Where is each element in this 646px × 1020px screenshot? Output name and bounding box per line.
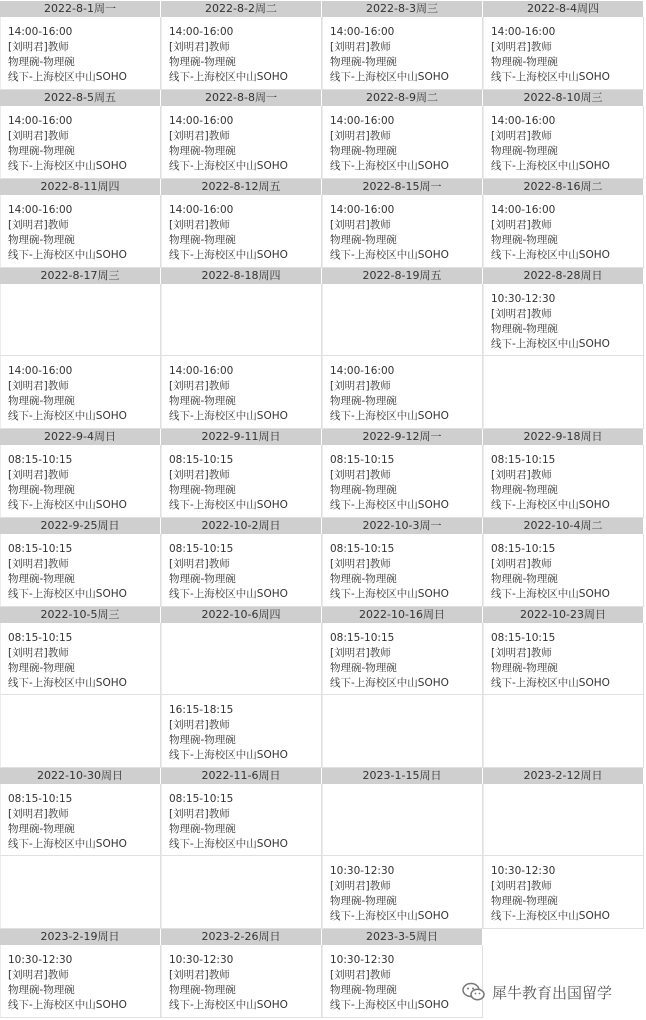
session-location: 线下-上海校区中山SOHO xyxy=(169,999,288,1011)
schedule-cell xyxy=(0,195,161,268)
schedule-cell xyxy=(161,195,322,268)
session-location: 线下-上海校区中山SOHO xyxy=(330,677,449,689)
session-entry xyxy=(330,25,449,85)
schedule-cell xyxy=(483,784,644,856)
date-header: 2022-8-19周五 xyxy=(322,268,482,284)
session-teacher: [刘明君]教师 xyxy=(8,41,69,53)
date-header: 2022-8-18周四 xyxy=(161,268,321,284)
schedule-cell xyxy=(0,284,161,356)
session-teacher: [刘明君]教师 xyxy=(8,219,69,231)
session-time: 08:15-10:15 xyxy=(491,454,556,466)
schedule-cell xyxy=(322,695,483,768)
session-course: 物理碗-物理碗 xyxy=(330,662,397,674)
date-header: 2022-10-3周一 xyxy=(322,518,482,534)
session-entry xyxy=(330,542,449,602)
schedule-cell xyxy=(0,445,161,518)
session-teacher: [刘明君]教师 xyxy=(8,130,69,142)
schedule-cell xyxy=(483,445,644,518)
session-location: 线下-上海校区中山SOHO xyxy=(169,499,288,511)
schedule-cell xyxy=(483,17,644,90)
session-entry xyxy=(8,114,127,174)
date-header: 2022-8-16周二 xyxy=(483,179,643,195)
schedule-cell xyxy=(161,356,322,429)
session-time: 14:00-16:00 xyxy=(330,204,395,216)
session-location: 线下-上海校区中山SOHO xyxy=(8,677,127,689)
session-course: 物理碗-物理碗 xyxy=(169,573,236,585)
date-header: 2022-8-11周四 xyxy=(0,179,160,195)
session-course: 物理碗-物理碗 xyxy=(8,823,75,835)
session-entry xyxy=(330,631,449,691)
session-location: 线下-上海校区中山SOHO xyxy=(169,588,288,600)
session-course: 物理碗-物理碗 xyxy=(330,56,397,68)
date-header: 2022-8-12周五 xyxy=(161,179,321,195)
session-time: 08:15-10:15 xyxy=(169,793,234,805)
schedule-cell xyxy=(161,534,322,607)
schedule-cell xyxy=(483,195,644,268)
session-entry xyxy=(169,542,288,602)
session-course: 物理碗-物理碗 xyxy=(8,984,75,996)
session-entry xyxy=(169,953,288,1013)
session-teacher: [刘明君]教师 xyxy=(169,808,230,820)
session-location: 线下-上海校区中山SOHO xyxy=(491,249,610,261)
session-teacher: [刘明君]教师 xyxy=(8,808,69,820)
session-teacher: [刘明君]教师 xyxy=(8,380,69,392)
session-course: 物理碗-物理碗 xyxy=(8,662,75,674)
session-course: 物理碗-物理碗 xyxy=(169,823,236,835)
date-header: 2022-10-5周三 xyxy=(0,607,160,623)
date-header: 2022-8-9周二 xyxy=(322,90,482,106)
session-entry xyxy=(491,25,610,85)
session-time: 08:15-10:15 xyxy=(491,543,556,555)
session-location: 线下-上海校区中山SOHO xyxy=(491,588,610,600)
date-header: 2022-8-1周一 xyxy=(0,1,160,17)
session-entry xyxy=(330,953,449,1013)
date-header: 2023-2-19周日 xyxy=(0,929,160,945)
session-teacher: [刘明君]教师 xyxy=(330,130,391,142)
session-teacher: [刘明君]教师 xyxy=(330,558,391,570)
schedule-cell xyxy=(322,195,483,268)
session-time: 14:00-16:00 xyxy=(8,365,73,377)
session-teacher: [刘明君]教师 xyxy=(169,719,230,731)
session-course: 物理碗-物理碗 xyxy=(330,895,397,907)
date-header: 2022-8-2周二 xyxy=(161,1,321,17)
session-location: 线下-上海校区中山SOHO xyxy=(491,677,610,689)
session-entry xyxy=(491,453,610,513)
session-course: 物理碗-物理碗 xyxy=(8,145,75,157)
session-course: 物理碗-物理碗 xyxy=(330,984,397,996)
schedule-cell xyxy=(483,356,644,429)
date-header: 2022-8-15周一 xyxy=(322,179,482,195)
session-entry xyxy=(491,203,610,263)
session-entry xyxy=(491,114,610,174)
schedule-cell xyxy=(322,284,483,356)
date-header: 2022-8-4周四 xyxy=(483,1,643,17)
session-entry xyxy=(491,292,610,352)
date-header: 2022-8-17周三 xyxy=(0,268,160,284)
schedule-cell xyxy=(0,17,161,90)
session-location: 线下-上海校区中山SOHO xyxy=(169,410,288,422)
session-time: 08:15-10:15 xyxy=(330,632,395,644)
session-teacher: [刘明君]教师 xyxy=(491,219,552,231)
schedule-cell xyxy=(322,784,483,856)
schedule-cell xyxy=(483,534,644,607)
schedule-cell xyxy=(0,695,161,768)
session-entry xyxy=(330,864,449,924)
schedule-cell xyxy=(161,17,322,90)
session-teacher: [刘明君]教师 xyxy=(330,41,391,53)
session-location: 线下-上海校区中山SOHO xyxy=(330,71,449,83)
session-course: 物理碗-物理碗 xyxy=(491,56,558,68)
session-teacher: [刘明君]教师 xyxy=(8,647,69,659)
schedule-cell xyxy=(483,623,644,695)
session-entry xyxy=(8,542,127,602)
session-course: 物理碗-物理碗 xyxy=(8,573,75,585)
date-header: 2022-10-2周日 xyxy=(161,518,321,534)
session-entry xyxy=(8,953,127,1013)
schedule-cell xyxy=(483,695,644,768)
session-entry xyxy=(330,453,449,513)
session-course: 物理碗-物理碗 xyxy=(8,56,75,68)
schedule-cell xyxy=(322,856,483,929)
session-time: 08:15-10:15 xyxy=(8,543,73,555)
session-location: 线下-上海校区中山SOHO xyxy=(8,410,127,422)
session-location: 线下-上海校区中山SOHO xyxy=(491,160,610,172)
date-header: 2022-9-18周日 xyxy=(483,429,643,445)
session-teacher: [刘明君]教师 xyxy=(330,219,391,231)
session-entry xyxy=(330,114,449,174)
session-time: 14:00-16:00 xyxy=(8,26,73,38)
schedule-cell xyxy=(322,445,483,518)
session-teacher: [刘明君]教师 xyxy=(169,558,230,570)
date-header: 2022-10-6周四 xyxy=(161,607,321,623)
session-time: 14:00-16:00 xyxy=(330,365,395,377)
session-time: 10:30-12:30 xyxy=(169,954,234,966)
session-course: 物理碗-物理碗 xyxy=(491,323,558,335)
session-time: 14:00-16:00 xyxy=(330,26,395,38)
session-course: 物理碗-物理碗 xyxy=(330,573,397,585)
session-teacher: [刘明君]教师 xyxy=(169,41,230,53)
session-location: 线下-上海校区中山SOHO xyxy=(169,838,288,850)
session-teacher: [刘明君]教师 xyxy=(491,647,552,659)
date-header: 2023-2-26周日 xyxy=(161,929,321,945)
date-header: 2022-10-30周日 xyxy=(0,768,160,784)
session-course: 物理碗-物理碗 xyxy=(330,234,397,246)
date-header: 2023-3-5周日 xyxy=(322,929,482,945)
session-entry xyxy=(8,364,127,424)
session-time: 10:30-12:30 xyxy=(330,865,395,877)
session-location: 线下-上海校区中山SOHO xyxy=(330,999,449,1011)
session-teacher: [刘明君]教师 xyxy=(169,130,230,142)
session-location: 线下-上海校区中山SOHO xyxy=(8,160,127,172)
session-time: 14:00-16:00 xyxy=(169,26,234,38)
schedule-cell xyxy=(161,445,322,518)
session-entry xyxy=(8,792,127,852)
session-entry xyxy=(169,364,288,424)
date-header: 2023-1-15周日 xyxy=(322,768,482,784)
session-time: 14:00-16:00 xyxy=(169,204,234,216)
session-location: 线下-上海校区中山SOHO xyxy=(330,249,449,261)
session-time: 10:30-12:30 xyxy=(330,954,395,966)
session-course: 物理碗-物理碗 xyxy=(491,234,558,246)
session-time: 14:00-16:00 xyxy=(330,115,395,127)
session-course: 物理碗-物理碗 xyxy=(330,484,397,496)
session-course: 物理碗-物理碗 xyxy=(491,573,558,585)
session-time: 08:15-10:15 xyxy=(8,793,73,805)
session-time: 14:00-16:00 xyxy=(491,115,556,127)
session-teacher: [刘明君]教师 xyxy=(169,469,230,481)
session-location: 线下-上海校区中山SOHO xyxy=(169,249,288,261)
date-header: 2022-8-8周一 xyxy=(161,90,321,106)
session-location: 线下-上海校区中山SOHO xyxy=(8,588,127,600)
session-time: 14:00-16:00 xyxy=(8,204,73,216)
session-time: 10:30-12:30 xyxy=(8,954,73,966)
wechat-icon xyxy=(462,982,486,1002)
session-time: 16:15-18:15 xyxy=(169,704,234,716)
session-entry xyxy=(491,542,610,602)
session-entry xyxy=(330,364,449,424)
session-course: 物理碗-物理碗 xyxy=(8,234,75,246)
schedule-cell xyxy=(161,623,322,695)
date-header: 2022-10-4周二 xyxy=(483,518,643,534)
session-teacher: [刘明君]教师 xyxy=(330,469,391,481)
session-course: 物理碗-物理碗 xyxy=(491,145,558,157)
session-teacher: [刘明君]教师 xyxy=(169,380,230,392)
session-time: 08:15-10:15 xyxy=(491,632,556,644)
session-teacher: [刘明君]教师 xyxy=(330,380,391,392)
date-header: 2022-11-6周日 xyxy=(161,768,321,784)
session-teacher: [刘明君]教师 xyxy=(330,969,391,981)
session-location: 线下-上海校区中山SOHO xyxy=(491,71,610,83)
session-course: 物理碗-物理碗 xyxy=(169,234,236,246)
session-time: 08:15-10:15 xyxy=(8,632,73,644)
schedule-cell xyxy=(483,856,644,929)
schedule-cell xyxy=(0,534,161,607)
date-header: 2022-9-25周日 xyxy=(0,518,160,534)
session-teacher: [刘明君]教师 xyxy=(491,130,552,142)
schedule-cell xyxy=(483,106,644,179)
schedule-cell xyxy=(322,17,483,90)
session-entry xyxy=(330,203,449,263)
session-time: 08:15-10:15 xyxy=(169,454,234,466)
session-location: 线下-上海校区中山SOHO xyxy=(330,499,449,511)
session-teacher: [刘明君]教师 xyxy=(8,558,69,570)
session-time: 08:15-10:15 xyxy=(330,543,395,555)
schedule-cell xyxy=(161,695,322,768)
session-teacher: [刘明君]教师 xyxy=(491,469,552,481)
session-entry xyxy=(169,453,288,513)
date-header: 2022-8-28周日 xyxy=(483,268,643,284)
session-time: 14:00-16:00 xyxy=(8,115,73,127)
session-location: 线下-上海校区中山SOHO xyxy=(330,410,449,422)
schedule-cell xyxy=(0,106,161,179)
date-header: 2022-9-11周日 xyxy=(161,429,321,445)
session-entry xyxy=(169,203,288,263)
session-course: 物理碗-物理碗 xyxy=(330,395,397,407)
session-location: 线下-上海校区中山SOHO xyxy=(169,749,288,761)
session-time: 08:15-10:15 xyxy=(169,543,234,555)
schedule-cell xyxy=(161,284,322,356)
session-location: 线下-上海校区中山SOHO xyxy=(491,499,610,511)
date-header: 2022-8-10周三 xyxy=(483,90,643,106)
session-entry xyxy=(169,114,288,174)
schedule-cell xyxy=(322,106,483,179)
session-location: 线下-上海校区中山SOHO xyxy=(8,838,127,850)
session-teacher: [刘明君]教师 xyxy=(330,880,391,892)
schedule-cell xyxy=(322,623,483,695)
session-teacher: [刘明君]教师 xyxy=(491,880,552,892)
schedule-cell xyxy=(0,856,161,929)
session-course: 物理碗-物理碗 xyxy=(169,734,236,746)
session-time: 10:30-12:30 xyxy=(491,293,556,305)
session-time: 10:30-12:30 xyxy=(491,865,556,877)
date-header: 2022-8-5周五 xyxy=(0,90,160,106)
schedule-cell xyxy=(0,623,161,695)
date-header: 2023-2-12周日 xyxy=(483,768,643,784)
session-teacher: [刘明君]教师 xyxy=(8,969,69,981)
session-teacher: [刘明君]教师 xyxy=(169,219,230,231)
schedule-cell xyxy=(161,106,322,179)
session-location: 线下-上海校区中山SOHO xyxy=(8,499,127,511)
session-entry xyxy=(491,864,610,924)
session-course: 物理碗-物理碗 xyxy=(8,395,75,407)
schedule-cell xyxy=(322,356,483,429)
schedule-cell xyxy=(0,356,161,429)
session-course: 物理碗-物理碗 xyxy=(169,395,236,407)
session-time: 14:00-16:00 xyxy=(169,365,234,377)
session-time: 08:15-10:15 xyxy=(330,454,395,466)
date-header: 2022-9-12周一 xyxy=(322,429,482,445)
session-time: 14:00-16:00 xyxy=(491,204,556,216)
date-header: 2022-10-23周日 xyxy=(483,607,643,623)
session-location: 线下-上海校区中山SOHO xyxy=(330,160,449,172)
watermark xyxy=(462,979,612,1005)
session-course: 物理碗-物理碗 xyxy=(169,145,236,157)
schedule-cell xyxy=(161,945,322,1018)
session-location: 线下-上海校区中山SOHO xyxy=(8,249,127,261)
session-course: 物理碗-物理碗 xyxy=(491,484,558,496)
schedule-cell xyxy=(483,284,644,356)
date-header: 2022-10-16周日 xyxy=(322,607,482,623)
session-entry xyxy=(8,25,127,85)
session-entry xyxy=(8,203,127,263)
session-entry xyxy=(169,25,288,85)
session-teacher: [刘明君]教师 xyxy=(330,647,391,659)
session-location: 线下-上海校区中山SOHO xyxy=(330,910,449,922)
session-location: 线下-上海校区中山SOHO xyxy=(169,71,288,83)
session-course: 物理碗-物理碗 xyxy=(169,56,236,68)
session-course: 物理碗-物理碗 xyxy=(8,484,75,496)
schedule-cell xyxy=(161,784,322,856)
schedule-cell xyxy=(161,856,322,929)
schedule-cell xyxy=(0,945,161,1018)
session-time: 08:15-10:15 xyxy=(8,454,73,466)
session-location: 线下-上海校区中山SOHO xyxy=(330,588,449,600)
session-location: 线下-上海校区中山SOHO xyxy=(491,338,610,350)
session-location: 线下-上海校区中山SOHO xyxy=(8,999,127,1011)
session-course: 物理碗-物理碗 xyxy=(169,984,236,996)
session-entry xyxy=(8,453,127,513)
session-course: 物理碗-物理碗 xyxy=(491,895,558,907)
session-course: 物理碗-物理碗 xyxy=(330,145,397,157)
session-teacher: [刘明君]教师 xyxy=(491,308,552,320)
session-location: 线下-上海校区中山SOHO xyxy=(8,71,127,83)
session-course: 物理碗-物理碗 xyxy=(491,662,558,674)
session-location: 线下-上海校区中山SOHO xyxy=(491,910,610,922)
schedule-cell xyxy=(0,784,161,856)
session-time: 14:00-16:00 xyxy=(491,26,556,38)
schedule-cell xyxy=(322,534,483,607)
session-entry xyxy=(8,631,127,691)
session-teacher: [刘明君]教师 xyxy=(491,558,552,570)
date-header: 2022-8-3周三 xyxy=(322,1,482,17)
date-header: 2022-9-4周日 xyxy=(0,429,160,445)
session-teacher: [刘明君]教师 xyxy=(8,469,69,481)
session-time: 14:00-16:00 xyxy=(169,115,234,127)
session-entry xyxy=(491,631,610,691)
session-entry xyxy=(169,792,288,852)
session-location: 线下-上海校区中山SOHO xyxy=(169,160,288,172)
session-entry xyxy=(169,703,288,763)
session-teacher: [刘明君]教师 xyxy=(491,41,552,53)
session-course: 物理碗-物理碗 xyxy=(169,484,236,496)
schedule-cell xyxy=(322,945,483,1018)
watermark-text: 犀牛教育出国留学 xyxy=(492,983,613,1002)
session-teacher: [刘明君]教师 xyxy=(169,969,230,981)
